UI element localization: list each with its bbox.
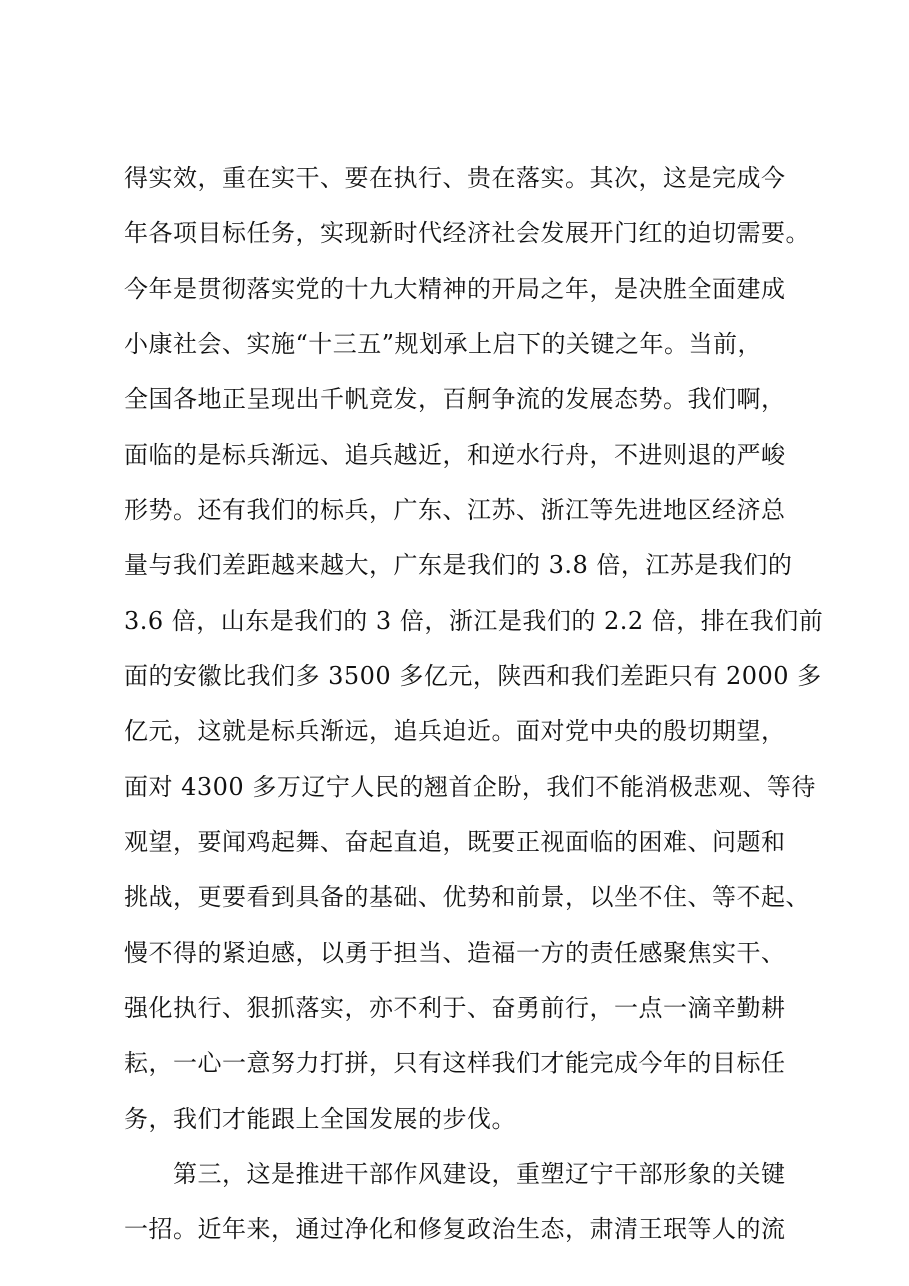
text-line: 强化执行、狠抓落实，亦不利于、奋勇前行，一点一滴辛勤耕 (124, 994, 786, 1022)
paragraph-start-line: 第三，这是推进干部作风建设，重塑辽宁干部形象的关键 (124, 1160, 786, 1188)
text-line: 面临的是标兵渐远、追兵越近，和逆水行舟，不进则退的严峻 (124, 441, 786, 469)
text-line: 务，我们才能跟上全国发展的步伐。 (124, 1105, 516, 1133)
text-line: 耘，一心一意努力打拼，只有这样我们才能完成今年的目标任 (124, 1049, 786, 1077)
text-line: 今年是贯彻落实党的十九大精神的开局之年，是决胜全面建成 (124, 275, 786, 303)
text-line: 一招。近年来，通过净化和修复政治生态，肃清王珉等人的流 (124, 1215, 786, 1243)
text-line: 面对 4300 多万辽宁人民的翘首企盼，我们不能消极悲观、等待 (124, 773, 816, 801)
text-line: 面的安徽比我们多 3500 多亿元，陕西和我们差距只有 2000 多 (124, 662, 822, 690)
text-line: 3.6 倍，山东是我们的 3 倍，浙江是我们的 2.2 倍，排在我们前 (124, 607, 824, 635)
text-line: 小康社会、实施“十三五”规划承上启下的关键之年。当前， (124, 330, 763, 358)
text-line: 年各项目标任务，实现新时代经济社会发展开门红的迫切需要。 (124, 219, 810, 247)
text-line: 形势。还有我们的标兵，广东、江苏、浙江等先进地区经济总 (124, 496, 786, 524)
text-line: 观望，要闻鸡起舞、奋起直追，既要正视面临的困难、问题和 (124, 828, 786, 856)
text-line: 得实效，重在实干、要在执行、贵在落实。其次，这是完成今 (124, 164, 786, 192)
text-line: 挑战，更要看到具备的基础、优势和前景，以坐不住、等不起、 (124, 883, 810, 911)
text-line: 亿元，这就是标兵渐远，追兵迫近。面对党中央的殷切期望， (124, 717, 786, 745)
text-line: 全国各地正呈现出千帆竞发，百舸争流的发展态势。我们啊， (124, 385, 786, 413)
text-line: 慢不得的紧迫感，以勇于担当、造福一方的责任感聚焦实干、 (124, 939, 786, 967)
text-line: 量与我们差距越来越大，广东是我们的 3.8 倍，江苏是我们的 (124, 551, 793, 579)
